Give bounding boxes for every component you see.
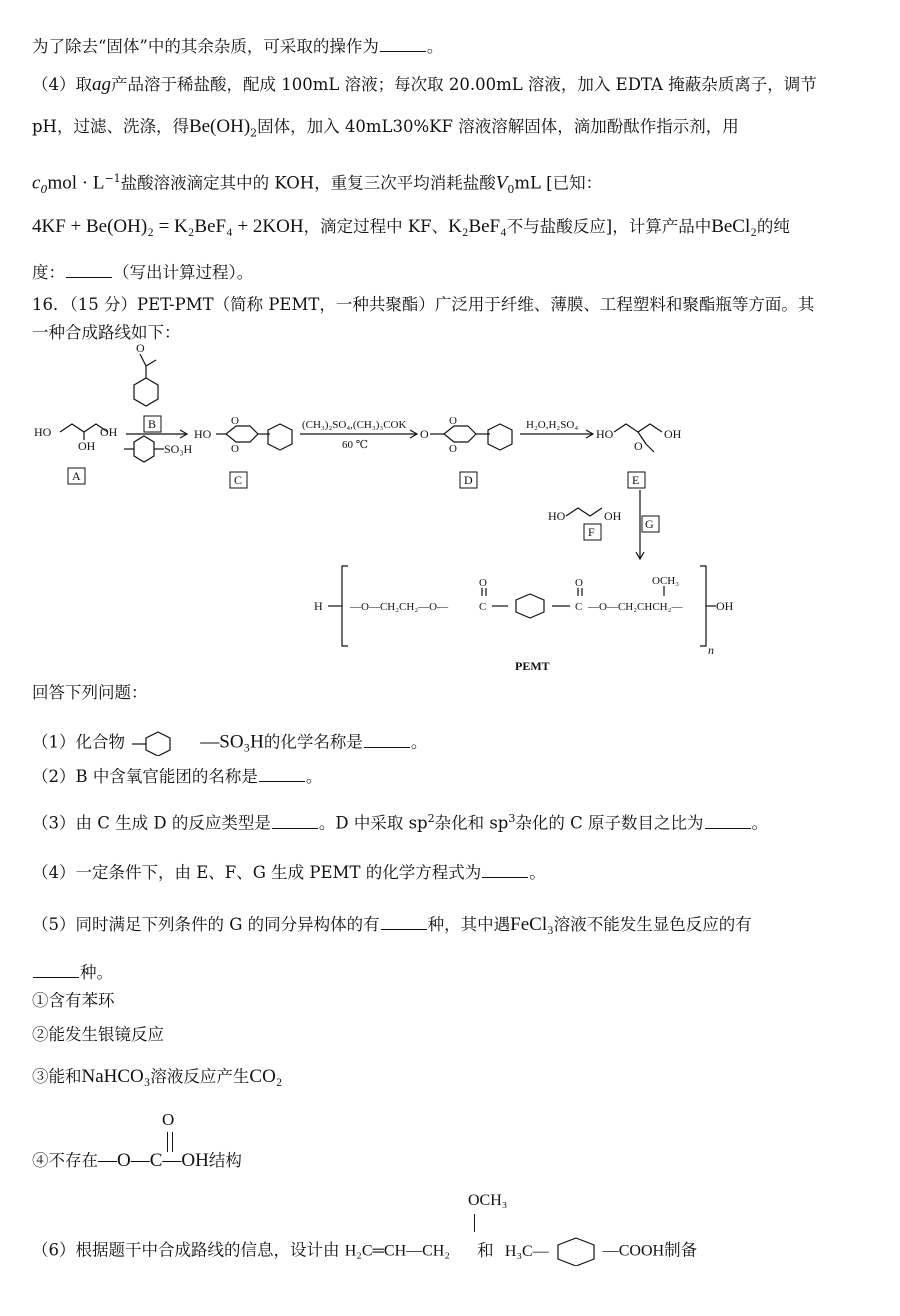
tsoh-ring [134, 436, 154, 462]
superscript: 3 [508, 812, 516, 825]
condition-4-carbonyl [162, 1110, 174, 1130]
text: 杂化的 C 原子数目之比为 [515, 813, 704, 833]
oxygen-label: O [479, 577, 487, 589]
answer-blank[interactable] [272, 814, 318, 829]
p-toluic-ring [549, 1236, 603, 1266]
propylene-label: —O—CH₂CHCH₂— [588, 601, 683, 613]
questions-heading [32, 682, 148, 704]
equation: 4KF + Be(OH)₂ = K₂BeF₄ + 2KOH [32, 216, 304, 237]
text: 和 [477, 1240, 494, 1260]
methoxy-label: OCH₃ [652, 575, 680, 587]
text: 种。 [80, 963, 113, 982]
formula: K₂BeF₄ [448, 216, 507, 237]
oxygen-label: O [231, 415, 239, 427]
compound-label-g: G [645, 517, 654, 531]
condition-4 [32, 1150, 242, 1172]
formula: —COOH [602, 1242, 665, 1260]
text: 产品溶于稀盐酸，配成 100mL 溶液；每次取 20.00mL 溶液，加入 EDTA 掩蔽杂质离子，调节 [111, 75, 817, 94]
repeat-n-label: n [708, 643, 714, 657]
q5-line-2 [32, 962, 113, 984]
q6-methoxy [468, 1192, 507, 1210]
compound-label-c: C [234, 473, 243, 487]
text: ②能发生银镜反应 [32, 1025, 164, 1044]
bracket-left [342, 566, 348, 646]
compound-d-dioxane [444, 426, 476, 442]
text: 16．（15 分）PET-PMT（简称 PEMT，一种共聚酯）广泛用于纤维、薄膜、工程塑料和聚酯瓶等方面。其 [32, 295, 815, 314]
oxygen-label: O [449, 443, 457, 455]
oxygen-label: O [575, 577, 583, 589]
superscript: −1 [104, 172, 121, 185]
text: 的化学名称是 [263, 732, 363, 752]
compound-f-chain [566, 508, 602, 516]
compound-label-a: A [72, 469, 81, 483]
answer-blank[interactable] [381, 915, 427, 930]
ring [558, 1238, 594, 1266]
text: 回答下列问题： [32, 683, 148, 702]
hydroxyl-label: OH [78, 439, 96, 453]
text: pH，过滤、洗涤，得 [32, 117, 189, 136]
compound-b-ring [134, 378, 158, 406]
carbon-label: C [479, 601, 487, 613]
text: mL [已知： [514, 173, 603, 193]
hydroxyl-label: OH [604, 509, 622, 523]
text: 。 [305, 767, 323, 786]
q4-line-4 [32, 216, 790, 238]
oxygen-label: O [420, 427, 429, 441]
math-var: V [495, 172, 508, 194]
pemt-label: PEMT [515, 659, 550, 673]
subscript: 0 [507, 182, 515, 196]
compound-label-e: E [632, 473, 640, 487]
text: 结构 [208, 1151, 242, 1170]
text: 种，其中遇 [427, 915, 511, 934]
end-oh-label: OH [716, 599, 734, 613]
reagent-label: (CH₃)₂SO₄,(CH₃)₃COK [302, 419, 407, 431]
text: （6）根据题干中合成路线的信息，设计由 [32, 1240, 340, 1260]
hydroxyl-label: HO [548, 509, 566, 523]
q4-line-2 [32, 116, 739, 144]
superscript: 2 [427, 812, 435, 825]
condition-2 [32, 1024, 164, 1046]
toluene-ring-structure [130, 730, 200, 756]
text: （2）B 中含氧官能团的名称是 [32, 767, 258, 786]
answer-blank[interactable] [33, 963, 79, 978]
text: 为了除去“固体”中的其余杂质，可采取的操作为 [32, 37, 379, 56]
hydroxyl-label: OH [664, 427, 682, 441]
ethylene-label: —O—CH₂CH₂—O— [350, 601, 449, 613]
unit: mol · L [47, 172, 105, 194]
bracket-right [700, 566, 706, 646]
q1-line [32, 730, 427, 756]
continuation-line [32, 36, 443, 58]
oxygen-label: O [634, 439, 643, 453]
text: ④不存在 [32, 1151, 98, 1170]
q5-line-1 [32, 914, 752, 936]
methoxy-label: OCH₃ [468, 1192, 508, 1209]
q4-line-5 [32, 262, 253, 284]
math-var: ag [92, 74, 111, 95]
q4-line-3 [32, 168, 602, 201]
compound-label-b: B [148, 417, 157, 431]
ring [146, 732, 170, 756]
text: ，滴定过程中 KF、 [303, 217, 449, 236]
double-bond [167, 1132, 173, 1152]
carbonyl-bond [140, 354, 146, 366]
subscript: 2 [250, 126, 258, 140]
text: 。 [529, 863, 546, 882]
answer-blank[interactable] [364, 733, 410, 748]
subscript: 0 [40, 182, 48, 196]
text: （4）取 [32, 75, 92, 94]
compound-c-dioxane [226, 426, 258, 442]
q3-line [32, 808, 768, 835]
q4b-line [32, 862, 546, 884]
hydroxyl-label: HO [596, 427, 614, 441]
text: 杂化和 sp [434, 813, 509, 833]
oxygen-label: O [162, 1110, 175, 1129]
compound-c-ring [268, 424, 292, 450]
formula: BeCl₂ [711, 216, 757, 237]
answer-blank[interactable] [705, 814, 751, 829]
formula: NaHCO₃ [81, 1066, 151, 1087]
text: 。 [426, 37, 444, 56]
text: （1）化合物 [32, 732, 125, 752]
oxygen-label: O [449, 415, 457, 427]
end-h-label: H [314, 599, 323, 613]
math-var: c [32, 172, 41, 194]
text: 制备 [664, 1240, 698, 1260]
q6-line [32, 1236, 697, 1266]
bond [646, 444, 654, 452]
formula: H₃C— [504, 1242, 549, 1260]
text: 的纯 [756, 217, 790, 236]
condition-1 [32, 990, 115, 1012]
temperature-label: 60 ℃ [342, 439, 369, 451]
text: 度： [32, 263, 65, 282]
text: ③能和 [32, 1067, 82, 1086]
answer-blank[interactable] [482, 863, 528, 878]
q2-line [32, 766, 322, 788]
text: 溶液反应产生 [150, 1067, 250, 1086]
bond [146, 360, 156, 366]
condition-3 [32, 1066, 282, 1088]
text: 。D 中采取 sp [318, 813, 428, 833]
text: 溶液不能发生显色反应的有 [553, 915, 752, 934]
compound-e-chain [614, 424, 662, 432]
hydroxyl-label: HO [34, 425, 52, 439]
text: 。 [410, 732, 428, 752]
answer-blank[interactable] [380, 37, 426, 52]
formula: H₂C═CH—CH₂ [344, 1242, 450, 1260]
text: （写出计算过程）。 [113, 263, 254, 282]
compound-d-ring [488, 424, 512, 450]
answer-blank[interactable] [259, 767, 305, 782]
hydroxyl-label: OH [100, 425, 118, 439]
text: （4）一定条件下，由 E、F、G 生成 PEMT 的化学方程式为 [32, 863, 482, 882]
text: 不与盐酸反应]，计算产品中 [506, 217, 712, 236]
formula: Be(OH) [188, 116, 251, 137]
oxygen-label: O [231, 443, 239, 455]
text: ①含有苯环 [32, 991, 115, 1010]
formula: —SO₃H [200, 731, 264, 753]
q4-line-1 [32, 74, 817, 96]
oxygen-label: O [136, 341, 145, 355]
text: 固体，加入 40mL30%KF 溶液溶解固体，滴加酚酞作指示剂，用 [257, 117, 739, 136]
formula: —O—C—OH [98, 1150, 209, 1171]
reagent-label: H₂O,H₂SO₄ [526, 419, 579, 431]
so3h-label: SO₃H [164, 442, 193, 456]
compound-label-d: D [464, 473, 473, 487]
text: 。 [751, 813, 768, 833]
synthesis-scheme [0, 340, 900, 680]
text: 一种合成路线如下： [32, 323, 181, 342]
text: （3）由 C 生成 D 的反应类型是 [32, 813, 271, 833]
answer-blank[interactable] [66, 263, 112, 278]
carbon-label: C [575, 601, 583, 613]
compound-label-f: F [588, 525, 595, 539]
formula: FeCl₃ [510, 914, 554, 935]
q16-line-1 [32, 294, 814, 316]
formula: CO₂ [249, 1066, 283, 1087]
text: 盐酸溶液滴定其中的 KOH，重复三次平均消耗盐酸 [120, 173, 496, 193]
bond [474, 1214, 475, 1232]
text: （5）同时满足下列条件的 G 的同分异构体的有 [32, 915, 380, 934]
hydroxyl-label: HO [194, 427, 212, 441]
pemt-ring [516, 594, 544, 618]
